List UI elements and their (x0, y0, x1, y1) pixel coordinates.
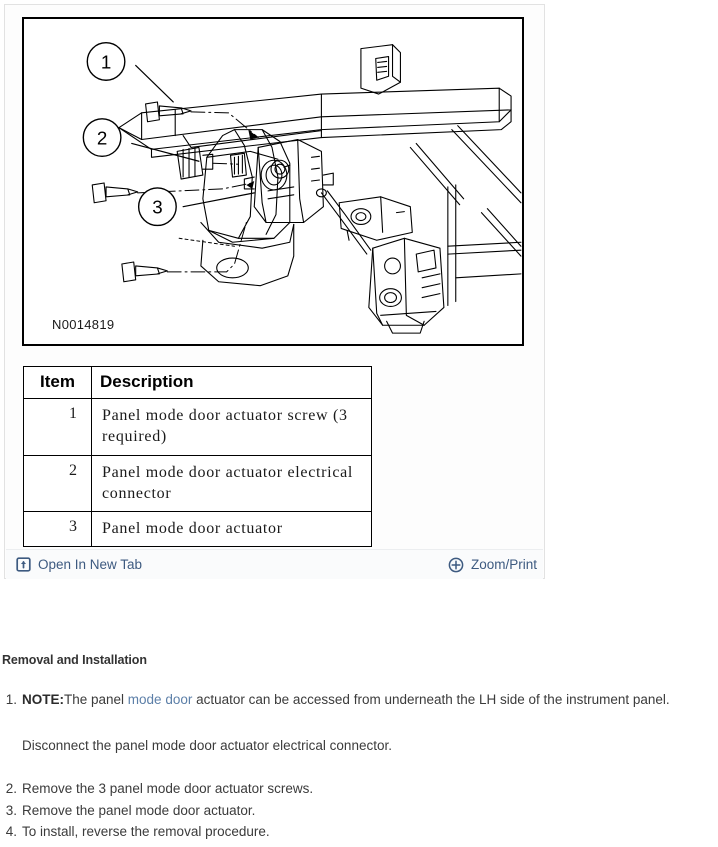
zoom-print-button[interactable] (448, 557, 537, 573)
table-header-row (24, 367, 372, 399)
list-item (0, 690, 718, 710)
figure-toolbar (6, 549, 543, 579)
row-item-number: 2 (24, 455, 92, 512)
column-header-description: Description (92, 367, 372, 399)
zoom-print-label: Zoom/Print (470, 557, 537, 572)
open-in-new-tab-button[interactable] (16, 557, 142, 572)
step-text-before-link: The panel (64, 692, 128, 707)
step-text (22, 690, 718, 710)
step-text: To install, reverse the removal procedure. (22, 824, 270, 840)
plus-circle-icon (448, 557, 464, 573)
row-item-description: Panel mode door actuator electrical connector (92, 455, 372, 512)
step-number: 1. (5, 692, 17, 707)
procedure-steps-remaining (0, 779, 718, 844)
step-text: Remove the 3 panel mode door actuator screws. (22, 781, 314, 796)
step-number: 2. (5, 781, 17, 796)
row-item-number: 1 (24, 399, 92, 456)
table-row (24, 512, 372, 547)
procedure-step-1-substep: Disconnect the panel mode door actuator electrical connector. (22, 738, 392, 753)
row-item-number: 3 (24, 512, 92, 547)
exploded-view-drawing (24, 19, 522, 344)
callout-1-number: 1 (100, 51, 112, 73)
list-item (0, 822, 718, 842)
list-item (0, 779, 718, 799)
list-item (0, 801, 718, 821)
step-text-after-link: actuator can be accessed from underneath the LH side of the instrument panel. (192, 692, 670, 707)
row-item-description: Panel mode door actuator (92, 512, 372, 547)
step-text: Remove the panel mode door actuator. (22, 802, 256, 818)
figure-viewer-panel (4, 4, 545, 579)
figure-id-label: N0014819 (52, 317, 115, 332)
row-item-description: Panel mode door actuator screw (3 required) (92, 399, 372, 456)
open-in-new-tab-label: Open In New Tab (38, 557, 143, 572)
technical-illustration[interactable] (22, 17, 524, 346)
step-number: 3. (5, 802, 17, 818)
parts-legend-table (23, 366, 372, 547)
callout-3-number: 3 (152, 196, 163, 218)
table-row (24, 455, 372, 512)
note-label: NOTE: (22, 692, 64, 707)
callout-2-number: 2 (96, 127, 108, 149)
mode-door-link[interactable]: mode door (127, 692, 193, 707)
column-header-item: Item (24, 367, 92, 399)
table-row (24, 399, 372, 456)
procedure-step-1 (0, 690, 718, 712)
step-number: 4. (5, 824, 17, 840)
procedure-heading: Removal and Installation (2, 653, 147, 667)
external-link-icon (16, 557, 31, 572)
